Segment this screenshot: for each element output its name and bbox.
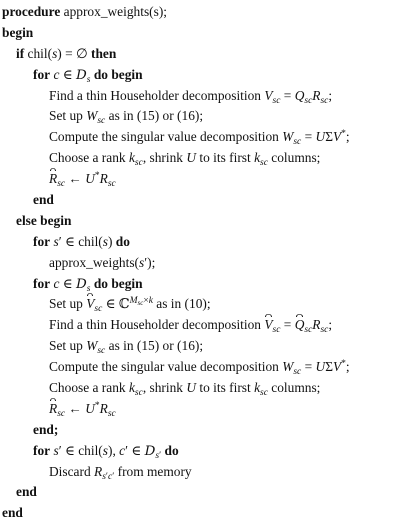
line-assign-r-1: $R_{sc}$ ← $U^*R_{sc}$	[49, 171, 116, 190]
line-discard: Discard $R_{s'c'}$ from memory	[49, 463, 192, 482]
text-set-up: Set up	[49, 338, 87, 354]
kw-end: end	[33, 192, 54, 208]
kw-begin: begin	[2, 24, 34, 40]
line-for-c-1: for c ∈ $D_s$ do begin	[33, 66, 143, 85]
line-end-1	[2, 190, 403, 211]
line-rank-2: Choose a rank $k_{sc}$, shrink U to its first $k_{sc}$ columns;	[49, 380, 321, 399]
kw-procedure: procedure	[2, 4, 61, 19]
proc-signature: approx_weights(s);	[60, 4, 168, 19]
text-from-memory: from memory	[114, 463, 192, 479]
text-as-in-10: as in (10);	[152, 296, 211, 312]
line-if: if chil(s) = ∅ then	[16, 45, 117, 61]
line-end-semicolon	[2, 420, 403, 441]
text-choose-rank: Choose a rank	[49, 150, 129, 166]
text-to-first: to its first	[196, 380, 255, 396]
line-assign-r-2: $R_{sc}$ ← $U^*R_{sc}$	[49, 400, 116, 419]
kw-if: if	[16, 45, 25, 61]
line-householder-1: Find a thin Householder decomposition $V_{sc} = Q_{sc}R_{sc}$;	[49, 87, 333, 106]
line-for-discard: for s′ ∈ chil(s), c′ ∈ $D_{s'}$ do	[33, 442, 179, 461]
text-choose-rank: Choose a rank	[49, 380, 129, 396]
text-columns: columns;	[267, 150, 321, 166]
line-householder-2: Find a thin Householder decomposition $V_{sc} = Q_{sc}R_{sc}$;	[49, 317, 333, 336]
text-set-up-v: Set up	[49, 296, 87, 312]
kw-do-begin: do begin	[93, 275, 143, 291]
line-svd-1: Compute the singular value decomposition $W_{sc} = U\Sigma V^*$;	[49, 129, 350, 148]
kw-for: for	[33, 66, 51, 82]
line-else-begin	[2, 211, 403, 232]
kw-do-begin: do begin	[93, 66, 143, 82]
text-recursive-call: approx_weights(	[49, 254, 139, 270]
kw-for: for	[33, 275, 51, 291]
text-shrink: , shrink	[142, 150, 187, 166]
text-as-in-15-16: as in (15) or (16);	[105, 108, 204, 124]
line-setup-w-1: Set up $W_{sc}$ as in (15) or (16);	[49, 108, 204, 127]
line-setup-v: Set up $V_{sc}$ ∈ ℂ$^{M_{sc}\times k}$ as in (10);	[49, 296, 211, 315]
kw-for: for	[33, 233, 51, 249]
line-svd-2: Compute the singular value decomposition $W_{sc} = U\Sigma V^*$;	[49, 359, 350, 378]
line-procedure	[2, 2, 403, 23]
line-recursive-call: approx_weights(s′);	[49, 254, 156, 270]
line-end-2	[2, 482, 403, 503]
line-for-c-2: for c ∈ $D_s$ do begin	[33, 275, 143, 294]
line-setup-w-2: Set up $W_{sc}$ as in (15) or (16);	[49, 338, 204, 357]
kw-for: for	[33, 442, 51, 458]
line-rank-1: Choose a rank $k_{sc}$, shrink U to its first $k_{sc}$ columns;	[49, 150, 321, 169]
kw-do: do	[115, 233, 130, 249]
text-shrink: , shrink	[142, 380, 187, 396]
text-find-householder: Find a thin Householder decomposition	[49, 317, 265, 333]
line-begin	[2, 23, 403, 44]
text-discard: Discard	[49, 463, 94, 479]
kw-else-begin: else begin	[16, 212, 72, 228]
text-compute-svd: Compute the singular value decomposition	[49, 359, 283, 375]
text-as-in-15-16: as in (15) or (16);	[105, 338, 204, 354]
line-end-3	[2, 503, 403, 524]
kw-then: then	[91, 45, 117, 61]
text-columns: columns;	[267, 380, 321, 396]
kw-end: end	[16, 484, 37, 500]
text-compute-svd: Compute the singular value decomposition	[49, 129, 283, 145]
text-recursive-call-end: );	[147, 254, 156, 270]
text-to-first: to its first	[196, 150, 255, 166]
kw-do: do	[164, 442, 179, 458]
kw-end: end	[2, 505, 23, 521]
text-find-householder: Find a thin Householder decomposition	[49, 87, 265, 103]
kw-end-semicolon: end;	[33, 421, 59, 437]
text-set-up: Set up	[49, 108, 87, 124]
line-for-sprime: for s′ ∈ chil(s) do	[33, 233, 130, 249]
